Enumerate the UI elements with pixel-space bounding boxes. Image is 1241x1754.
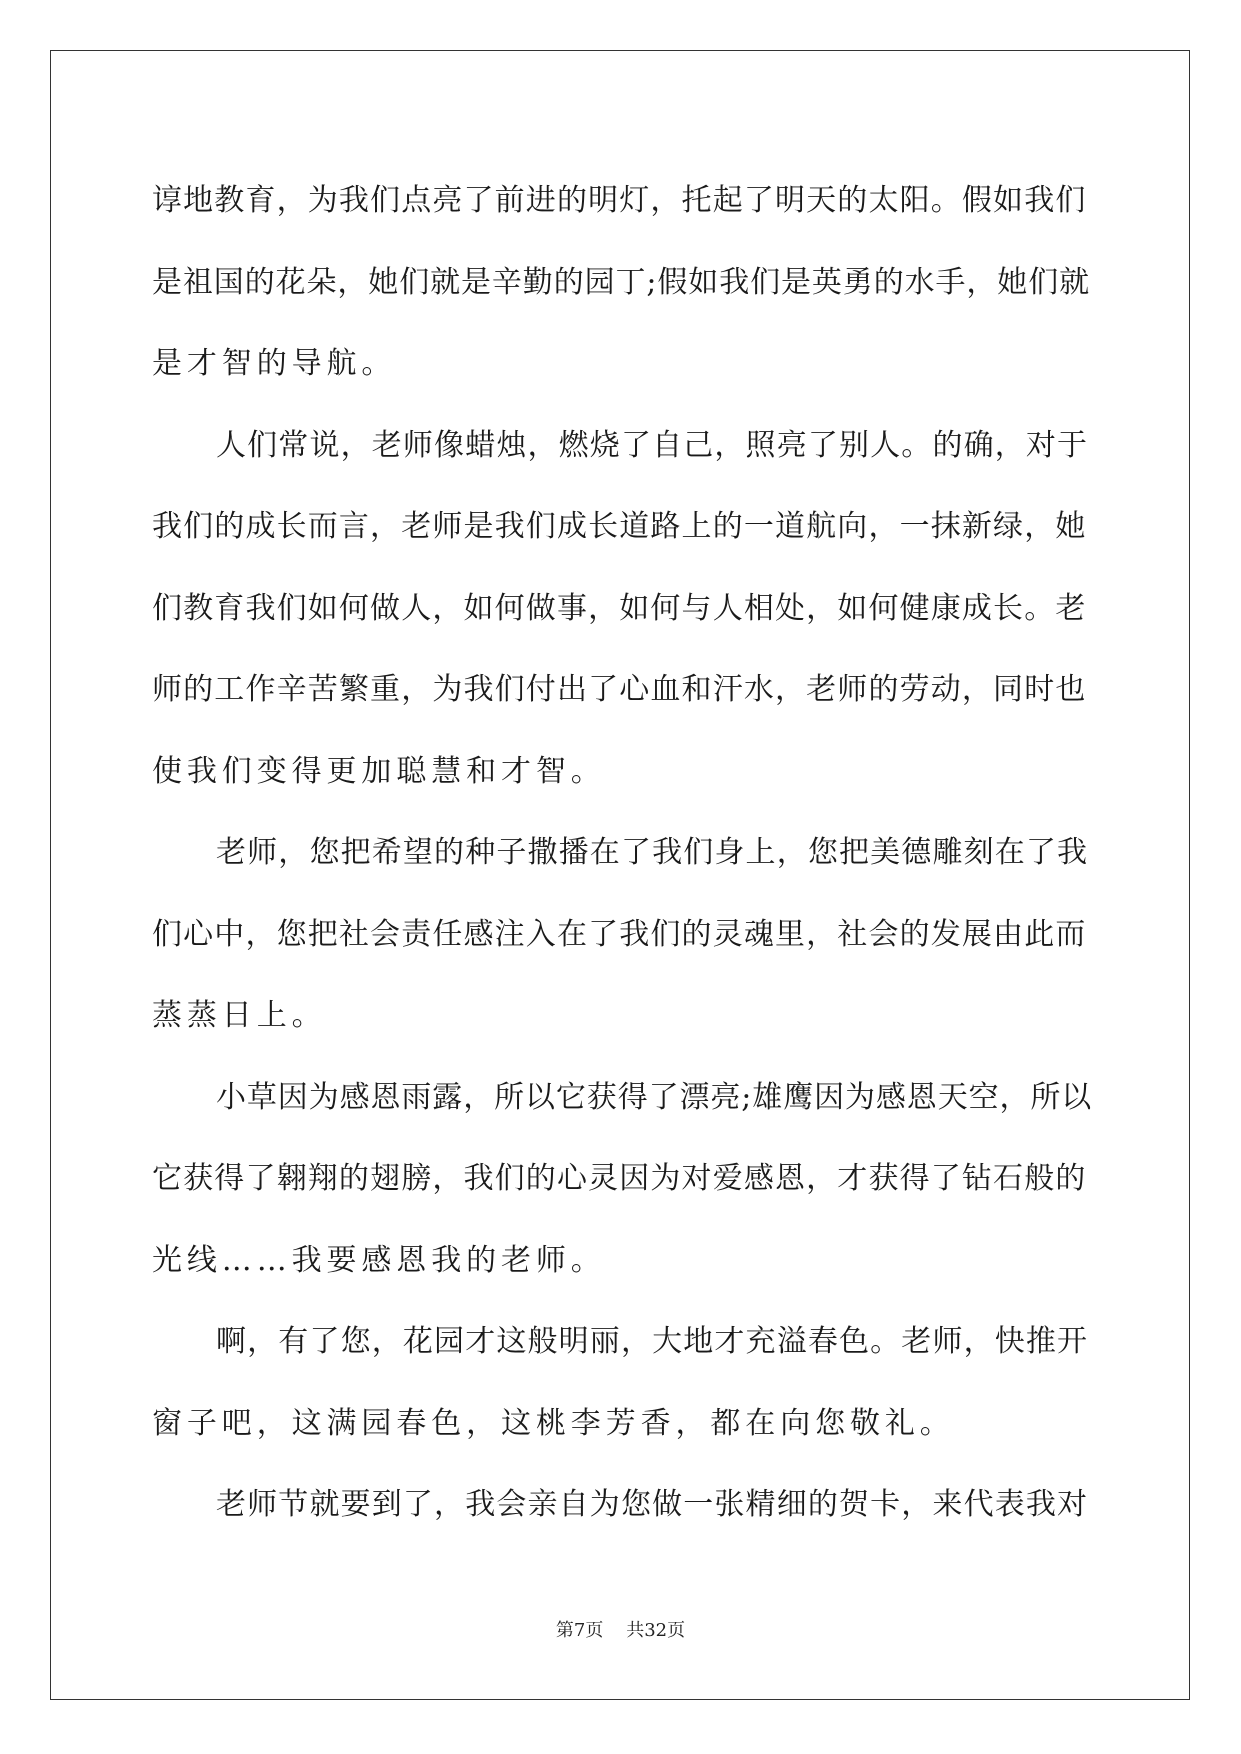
page-number: 第7页 xyxy=(555,1620,604,1641)
paragraph-start-line: 小草因为感恩雨露，所以它获得了漂亮;雄鹰因为感恩天空，所以 xyxy=(216,1079,1093,1115)
text-line: 是才智的导航。 xyxy=(152,346,397,381)
text-line: 们教育我们如何做人，如何做事，如何与人相处，如何健康成长。老 xyxy=(152,590,1087,626)
text-line: 使我们变得更加聪慧和才智。 xyxy=(152,753,606,789)
document-body xyxy=(152,160,1092,1546)
paragraph-start-line: 啊，有了您，花园才这般明丽，大地才充溢春色。老师，快推开 xyxy=(216,1324,1089,1359)
text-line: 是祖国的花朵，她们就是辛勤的园丁;假如我们是英勇的水手，她们就 xyxy=(152,264,1091,300)
page-footer xyxy=(0,1616,1241,1642)
text-line: 它获得了翱翔的翅膀，我们的心灵因为对爱感恩，才获得了钻石般的 xyxy=(152,1161,1087,1196)
text-line: 蒸蒸日上。 xyxy=(152,998,327,1033)
page-total: 共32页 xyxy=(626,1620,686,1641)
text-line: 我们的成长而言，老师是我们成长道路上的一道航向，一抹新绿，她 xyxy=(152,509,1087,544)
text-line: 师的工作辛苦繁重，为我们付出了心血和汗水，老师的劳动，同时也 xyxy=(152,672,1087,707)
text-line: 谆地教育，为我们点亮了前进的明灯，托起了明天的太阳。假如我们 xyxy=(152,183,1087,218)
paragraph-start-line: 老师，您把希望的种子撒播在了我们身上，您把美德雕刻在了我 xyxy=(216,835,1089,870)
text-line: 窗子吧，这满园春色，这桃李芳香，都在向您敬礼。 xyxy=(152,1405,955,1441)
paragraph-start-line: 人们常说，老师像蜡烛，燃烧了自己，照亮了别人。的确，对于 xyxy=(216,427,1089,463)
paragraph-start-line: 老师节就要到了，我会亲自为您做一张精细的贺卡，来代表我对 xyxy=(216,1487,1089,1522)
text-line: 们心中，您把社会责任感注入在了我们的灵魂里，社会的发展由此而 xyxy=(152,916,1087,952)
text-line: 光线……我要感恩我的老师。 xyxy=(152,1242,606,1278)
